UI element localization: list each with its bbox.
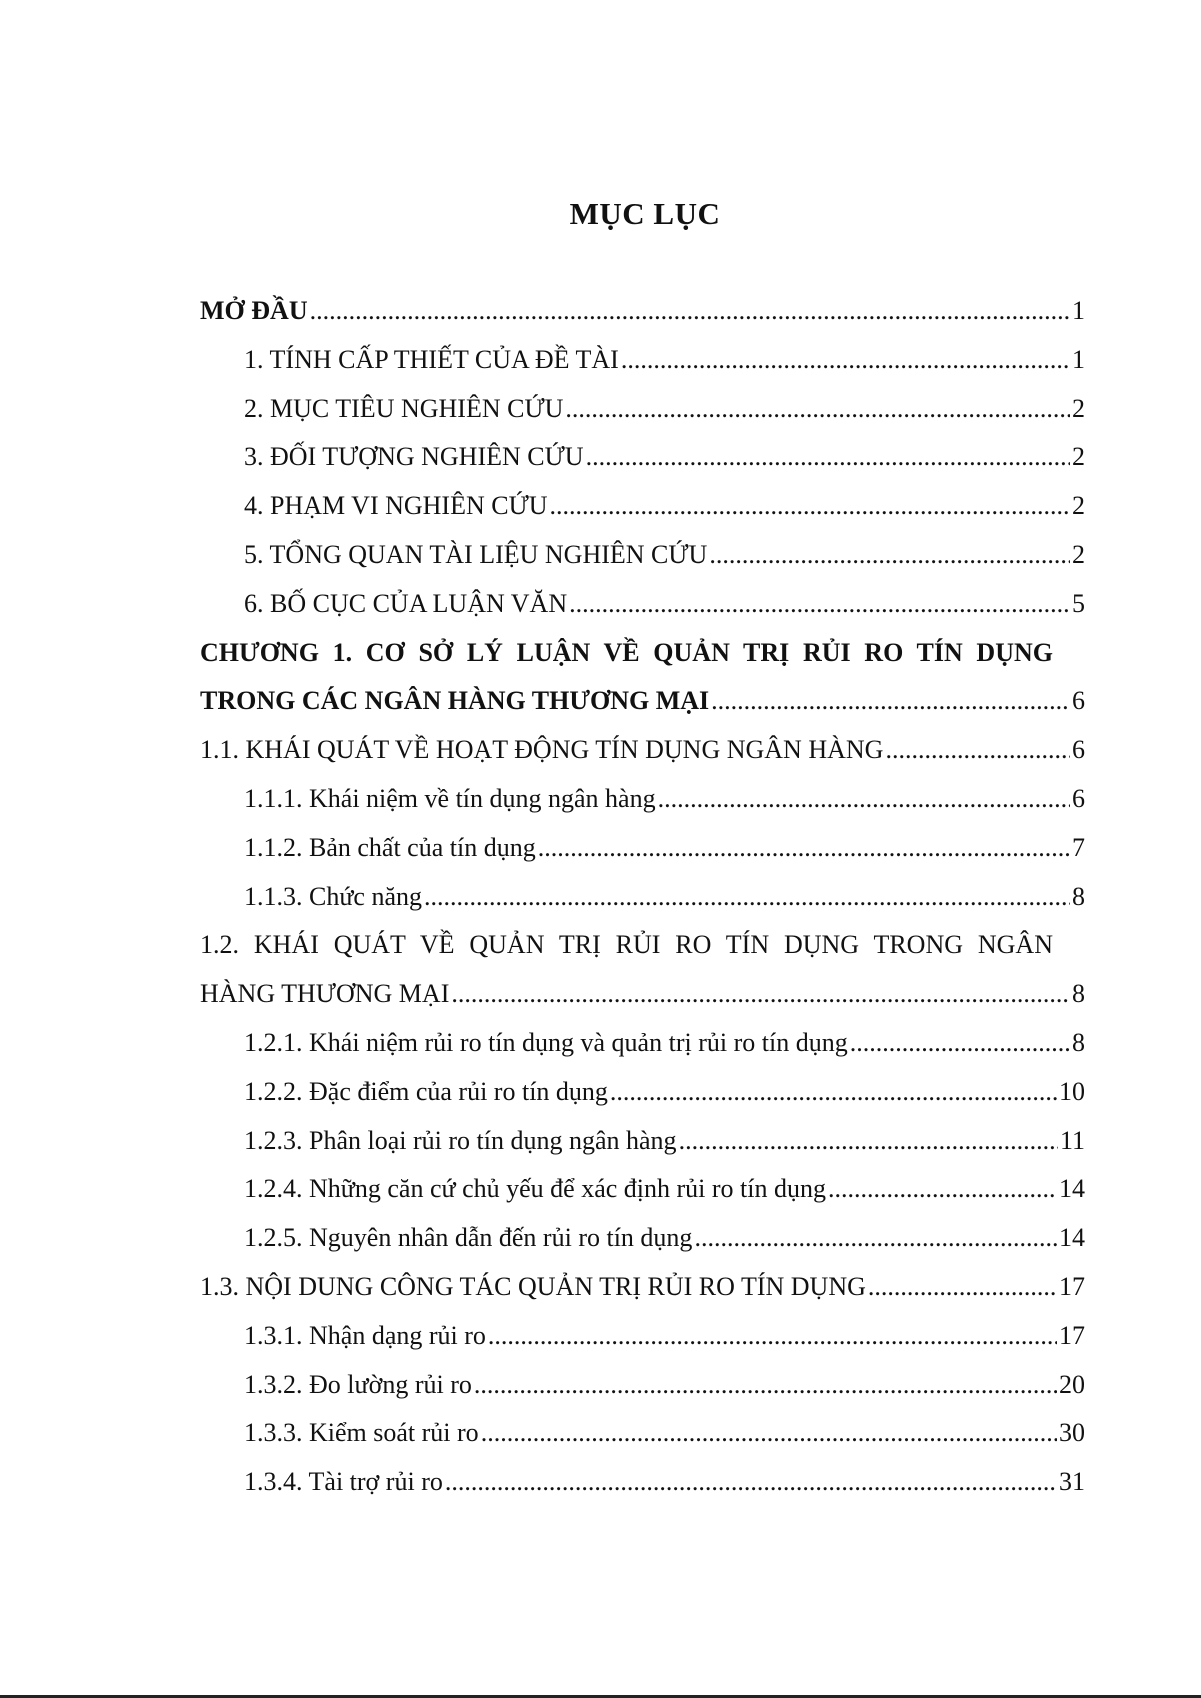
dot-leader <box>711 686 1070 716</box>
page-title: MỤC LỤC <box>569 196 721 231</box>
dot-leader <box>694 1223 1057 1253</box>
toc-entry-label: 3. ĐỐI TƯỢNG NGHIÊN CỨU <box>244 442 584 472</box>
dot-leader <box>885 735 1070 765</box>
toc-entry-1-1-2[interactable] <box>200 833 1085 882</box>
dot-leader <box>569 589 1070 619</box>
dot-leader <box>679 1126 1058 1156</box>
toc-entry-label: 1.1.1. Khái niệm về tín dụng ngân hàng <box>244 783 656 813</box>
toc-entry-label: 1.3.4. Tài trợ rủi ro <box>244 1467 443 1497</box>
toc-page-number: 30 <box>1059 1418 1085 1448</box>
toc-entry-label: TRONG CÁC NGÂN HÀNG THƯƠNG MẠI <box>200 686 710 716</box>
toc-entry-label: 1.1.2. Bản chất của tín dụng <box>244 832 536 862</box>
toc-entry-label: 1. TÍNH CẤP THIẾT CỦA ĐỀ TÀI <box>244 344 619 374</box>
toc-entry-label: 1.2.4. Những căn cứ chủ yếu để xác định rủi ro tín dụng <box>244 1174 826 1204</box>
toc-page-number: 1 <box>1072 296 1085 325</box>
dot-leader <box>538 833 1070 863</box>
toc-chapter-1-line-2[interactable] <box>200 686 1085 735</box>
toc-entry-1-2-5[interactable] <box>200 1223 1085 1272</box>
toc-entry-1-2-line-2[interactable] <box>200 979 1085 1028</box>
toc-page-number: 2 <box>1072 539 1085 569</box>
toc-entry-label: 1.3. NỘI DUNG CÔNG TÁC QUẢN TRỊ RỦI RO TÍN DỤNG <box>200 1271 866 1301</box>
toc-entry-1-2-3[interactable] <box>200 1126 1085 1175</box>
dot-leader <box>424 882 1070 912</box>
dot-leader <box>828 1174 1057 1204</box>
toc-entry-label: 4. PHẠM VI NGHIÊN CỨU <box>244 491 548 521</box>
toc-entry-bo-cuc[interactable] <box>200 589 1085 638</box>
toc-entry-muc-tieu[interactable] <box>200 394 1085 443</box>
toc-page-number: 11 <box>1059 1125 1085 1155</box>
toc-entry-label: 1.1.3. Chức năng <box>244 881 423 911</box>
toc-page-number: 10 <box>1059 1076 1085 1106</box>
toc-entry-pham-vi[interactable] <box>200 491 1085 540</box>
dot-leader <box>610 1077 1057 1107</box>
toc-page-number: 1 <box>1072 344 1085 374</box>
toc-entry-1-2-4[interactable] <box>200 1174 1085 1223</box>
toc-entry-label: 1.2.5. Nguyên nhân dẫn đến rủi ro tín dụng <box>244 1223 693 1253</box>
toc-page-number: 5 <box>1072 588 1085 618</box>
dot-leader <box>621 345 1070 375</box>
dot-leader <box>488 1321 1057 1351</box>
toc-entry-tinh-cap-thiet[interactable] <box>200 345 1085 394</box>
toc-entry-label: 1.2.3. Phân loại rủi ro tín dụng ngân hàng <box>244 1125 677 1155</box>
toc-page-number: 17 <box>1059 1320 1085 1350</box>
dot-leader <box>451 979 1070 1009</box>
toc-entry-1-2-1[interactable] <box>200 1028 1085 1077</box>
toc-page-number: 2 <box>1072 393 1085 423</box>
toc-page-number: 31 <box>1059 1467 1085 1497</box>
toc-page-number: 17 <box>1059 1271 1085 1301</box>
toc-page-number: 7 <box>1072 832 1085 862</box>
toc-entry-label: 1.3.3. Kiểm soát rủi ro <box>244 1418 479 1448</box>
toc-entry-label: MỞ ĐẦU <box>200 296 308 325</box>
dot-leader <box>550 491 1070 521</box>
dot-leader <box>658 784 1070 814</box>
toc-entry-mo-dau[interactable] <box>200 296 1085 345</box>
toc-entry-tong-quan[interactable] <box>200 540 1085 589</box>
toc-page-number: 14 <box>1059 1174 1085 1204</box>
toc-page-number: 6 <box>1072 735 1085 765</box>
dot-leader <box>850 1028 1070 1058</box>
toc-entry-1-3-3[interactable] <box>200 1418 1085 1467</box>
toc-entry-label: 1.2.1. Khái niệm rủi ro tín dụng và quản trị rủi ro tín dụng <box>244 1027 848 1057</box>
toc-entry-1-3-1[interactable] <box>200 1321 1085 1370</box>
toc-entry-1-2-2[interactable] <box>200 1077 1085 1126</box>
toc-entry-label: HÀNG THƯƠNG MẠI <box>200 979 450 1009</box>
toc-entry-label: 5. TỔNG QUAN TÀI LIỆU NGHIÊN CỨU <box>244 539 708 569</box>
dot-leader <box>445 1467 1057 1497</box>
toc-entry-label: 1.3.2. Đo lường rủi ro <box>244 1369 472 1399</box>
toc-entry-1-1[interactable] <box>200 735 1085 784</box>
dot-leader <box>474 1370 1057 1400</box>
toc-chapter-1-line-1[interactable] <box>200 638 1085 687</box>
toc-entry-1-2-line-1[interactable] <box>200 930 1085 979</box>
dot-leader <box>709 540 1070 570</box>
toc-entry-label: 1.2. KHÁI QUÁT VỀ QUẢN TRỊ RỦI RO TÍN DỤNG TRONG NGÂN <box>200 930 1053 960</box>
toc-entry-1-3-2[interactable] <box>200 1370 1085 1419</box>
toc-entry-label: 1.3.1. Nhận dạng rủi ro <box>244 1320 486 1350</box>
toc-entry-label: 2. MỤC TIÊU NGHIÊN CỨU <box>244 393 564 423</box>
toc-page-number: 8 <box>1072 1027 1085 1057</box>
dot-leader <box>586 442 1070 472</box>
dot-leader <box>868 1272 1057 1302</box>
dot-leader <box>310 296 1070 326</box>
toc-page-number: 8 <box>1072 881 1085 911</box>
toc-page-number: 20 <box>1059 1369 1085 1399</box>
toc-entry-label: 6. BỐ CỤC CỦA LUẬN VĂN <box>244 588 568 618</box>
table-of-contents <box>200 296 1085 1516</box>
toc-page-number: 2 <box>1072 491 1085 521</box>
toc-entry-label: 1.1. KHÁI QUÁT VỀ HOẠT ĐỘNG TÍN DỤNG NGÂN HÀNG <box>200 735 884 765</box>
toc-entry-doi-tuong[interactable] <box>200 442 1085 491</box>
dot-leader <box>481 1418 1057 1448</box>
toc-page-number: 2 <box>1072 442 1085 472</box>
toc-entry-label: CHƯƠNG 1. CƠ SỞ LÝ LUẬN VỀ QUẢN TRỊ RỦI RO TÍN DỤNG <box>200 637 1053 667</box>
toc-page-number: 6 <box>1072 783 1085 813</box>
toc-entry-1-1-3[interactable] <box>200 882 1085 931</box>
toc-entry-label: 1.2.2. Đặc điểm của rủi ro tín dụng <box>244 1076 608 1106</box>
toc-entry-1-3-4[interactable] <box>200 1467 1085 1516</box>
toc-page-number: 14 <box>1059 1223 1085 1253</box>
toc-entry-1-3[interactable] <box>200 1272 1085 1321</box>
toc-entry-1-1-1[interactable] <box>200 784 1085 833</box>
dot-leader <box>565 394 1070 424</box>
toc-page-number: 6 <box>1072 686 1085 716</box>
toc-page-number: 8 <box>1072 979 1085 1009</box>
